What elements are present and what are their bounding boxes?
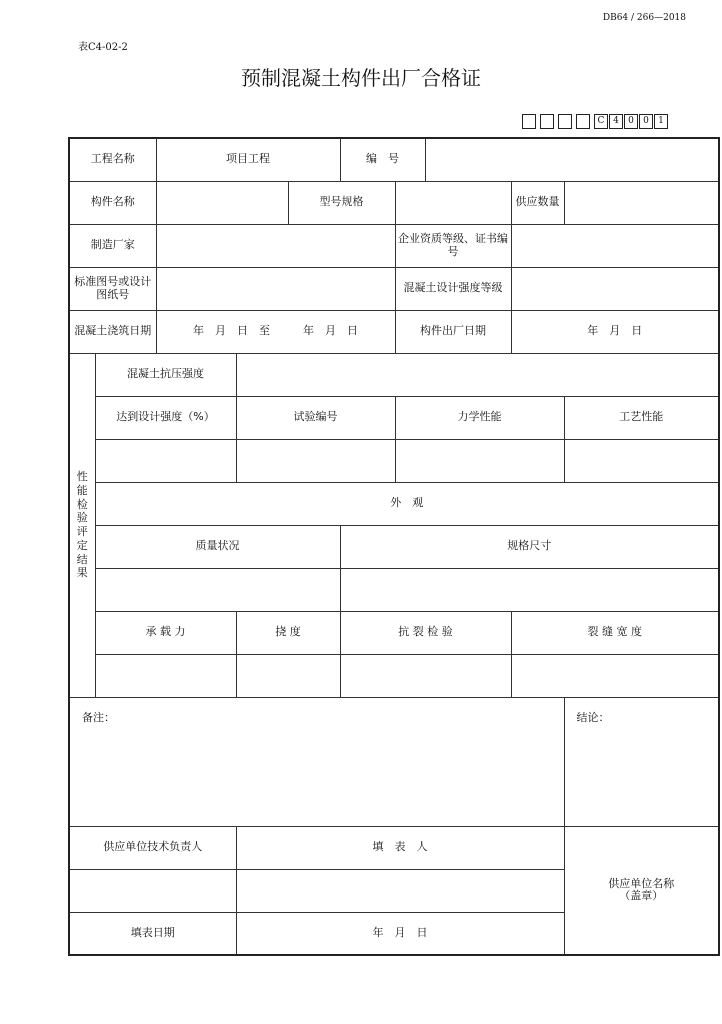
model-spec-label: 型号规格: [288, 181, 395, 224]
number-value[interactable]: [425, 138, 719, 181]
bearing-label: 承 载 力: [95, 611, 236, 654]
code-box: C: [594, 114, 608, 129]
component-name-label: 构件名称: [69, 181, 156, 224]
page-title: 预制混凝土构件出厂合格证: [241, 66, 481, 90]
number-label: 编 号: [340, 138, 425, 181]
ship-date-value[interactable]: 年 月 日: [511, 310, 719, 353]
quality-value[interactable]: [95, 568, 340, 611]
mechanical-label: 力学性能: [395, 396, 564, 439]
conclusion-area[interactable]: [564, 697, 719, 826]
certificate-table: [68, 137, 720, 956]
tech-lead-label: 供应单位技术负责人: [69, 826, 236, 869]
remarks-label: 备注：: [82, 710, 115, 724]
supply-qty-value[interactable]: [564, 181, 719, 224]
design-strength-label: 混凝土设计强度等级: [395, 267, 511, 310]
design-pct-label: 达到设计强度（%）: [95, 396, 236, 439]
crack-test-label: 抗 裂 检 验: [340, 611, 511, 654]
filler-signature[interactable]: [236, 869, 564, 912]
project-name-label: 工程名称: [69, 138, 156, 181]
size-value[interactable]: [340, 568, 719, 611]
code-boxes: [522, 114, 669, 129]
form-number: 表C4-02-2: [78, 42, 128, 53]
model-spec-value[interactable]: [395, 181, 511, 224]
test-no-value[interactable]: [236, 439, 395, 482]
supply-qty-label: 供应数量: [511, 181, 564, 224]
pour-date-range[interactable]: 年 月 日 至 年 月 日: [156, 310, 395, 353]
qualification-value[interactable]: [511, 224, 719, 267]
project-name-value[interactable]: 项目工程: [156, 138, 340, 181]
design-strength-value[interactable]: [511, 267, 719, 310]
supplier-stamp-area[interactable]: [564, 826, 719, 955]
bearing-value[interactable]: [95, 654, 236, 697]
component-name-value[interactable]: [156, 181, 288, 224]
quality-label: 质量状况: [95, 525, 340, 568]
deflection-label: 挠 度: [236, 611, 340, 654]
manufacturer-value[interactable]: [156, 224, 395, 267]
std-drawing-value[interactable]: [156, 267, 395, 310]
design-pct-value[interactable]: [95, 439, 236, 482]
code-box: 1: [654, 114, 668, 129]
code-box: [522, 114, 536, 129]
code-box: 0: [639, 114, 653, 129]
appearance-label: 外 观: [95, 482, 719, 525]
crack-test-value[interactable]: [340, 654, 511, 697]
test-no-label: 试验编号: [236, 396, 395, 439]
std-drawing-label: 标准图号或设计图纸号: [69, 267, 156, 310]
ship-date-label: 构件出厂日期: [395, 310, 511, 353]
size-label: 规格尺寸: [340, 525, 719, 568]
code-box: [576, 114, 590, 129]
crack-width-value[interactable]: [511, 654, 719, 697]
compressive-label: 混凝土抗压强度: [95, 353, 236, 396]
code-box: [558, 114, 572, 129]
code-box: 0: [624, 114, 638, 129]
performance-side-label: [69, 353, 95, 697]
mechanical-value[interactable]: [395, 439, 564, 482]
tech-lead-signature[interactable]: [69, 869, 236, 912]
code-box: [540, 114, 554, 129]
fill-date-value[interactable]: 年 月 日: [236, 912, 564, 955]
manufacturer-label: 制造厂家: [69, 224, 156, 267]
crack-width-label: 裂 缝 宽 度: [511, 611, 719, 654]
deflection-value[interactable]: [236, 654, 340, 697]
conclusion-label: 结论：: [576, 710, 610, 724]
code-box: 4: [609, 114, 623, 129]
supplier-name-label: 供应单位名称（盖章）: [608, 876, 675, 903]
qualification-label: 企业资质等级、证书编号: [395, 224, 511, 267]
pour-date-label: 混凝土浇筑日期: [69, 310, 156, 353]
process-label: 工艺性能: [564, 396, 719, 439]
standard-number: DB64 / 266—2018: [602, 13, 686, 23]
remarks-area[interactable]: [69, 697, 564, 826]
filler-label: 填 表 人: [236, 826, 564, 869]
fill-date-label: 填表日期: [69, 912, 236, 955]
compressive-value[interactable]: [236, 353, 719, 396]
performance-side-text: 性能检验评定结果: [76, 470, 88, 580]
process-value[interactable]: [564, 439, 719, 482]
